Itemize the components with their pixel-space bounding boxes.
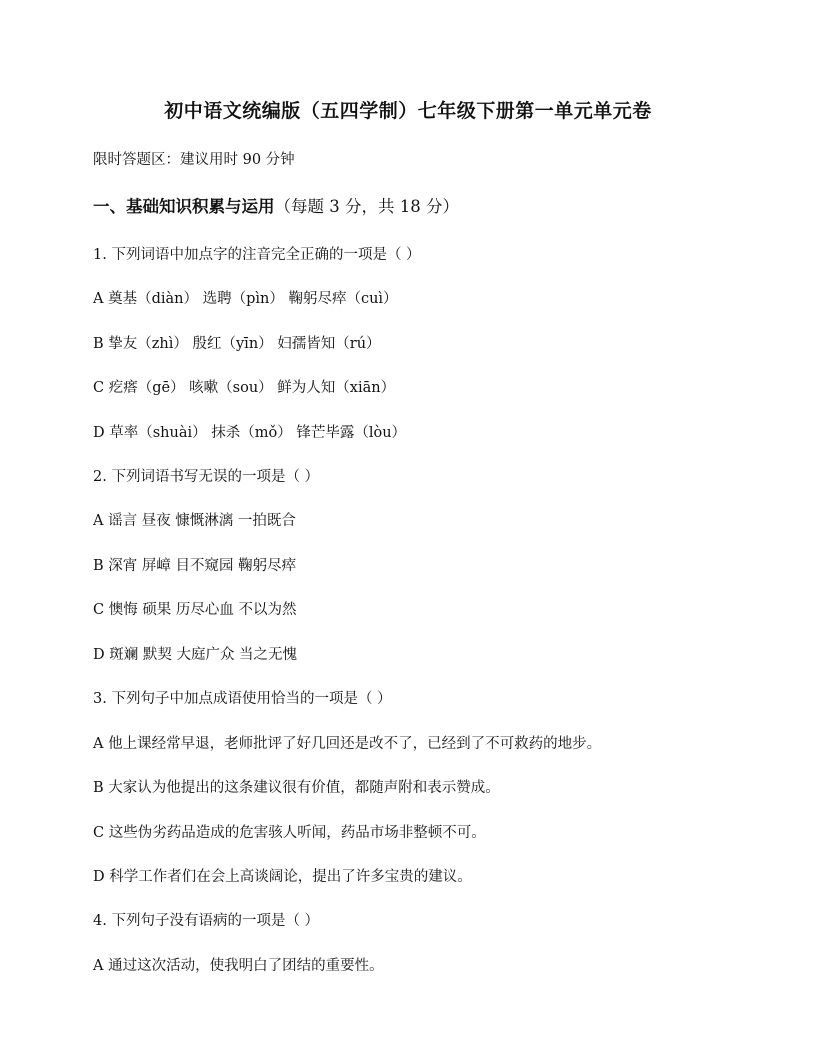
question-1-option-b: B 挚友（zhì） 殷红（yīn） 妇孺皆知（rú）	[93, 336, 381, 352]
document-title: 初中语文统编版（五四学制）七年级下册第一单元单元卷	[164, 100, 652, 122]
question-1-option-c: C 疙瘩（gē） 咳嗽（sou） 鲜为人知（xiān）	[93, 380, 396, 396]
section-heading	[93, 196, 459, 218]
question-4-stem: 4. 下列句子没有语病的一项是（ ）	[93, 913, 320, 929]
question-3-option-d: D 科学工作者们在会上高谈阔论，提出了许多宝贵的建议。	[93, 869, 472, 885]
question-3-stem: 3. 下列句子中加点成语使用恰当的一项是（ ）	[93, 691, 392, 707]
question-2-stem: 2. 下列词语书写无误的一项是（ ）	[93, 469, 320, 485]
question-2-option-d: D 斑斓 默契 大庭广众 当之无愧	[93, 647, 298, 663]
question-3-option-b: B 大家认为他提出的这条建议很有价值，都随声附和表示赞成。	[93, 780, 500, 796]
question-2-option-c: C 懊悔 硕果 历尽心血 不以为然	[93, 602, 297, 618]
question-2-option-a: A 谣言 昼夜 慷慨淋漓 一拍既合	[93, 513, 296, 529]
time-limit-note: 限时答题区：建议用时 90 分钟	[93, 152, 295, 168]
question-3-option-c: C 这些伪劣药品造成的危害骇人听闻，药品市场非整顿不可。	[93, 825, 486, 841]
question-1-option-a: A 奠基（diàn） 选聘（pìn） 鞠躬尽瘁（cuì）	[93, 291, 398, 307]
question-3-option-a: A 他上课经常早退，老师批评了好几回还是改不了，已经到了不可救药的地步。	[93, 736, 602, 752]
question-1-stem: 1. 下列词语中加点字的注音完全正确的一项是（ ）	[93, 247, 421, 263]
section-score-note: （每题 3 分，共 18 分）	[274, 197, 459, 216]
section-title: 一、基础知识积累与运用	[93, 197, 275, 216]
question-4-option-a: A 通过这次活动，使我明白了团结的重要性。	[93, 958, 384, 974]
question-1-option-d: D 草率（shuài） 抹杀（mǒ） 锋芒毕露（lòu）	[93, 425, 407, 441]
question-2-option-b: B 深宵 屏嶂 目不窥园 鞠躬尽瘁	[93, 558, 297, 574]
